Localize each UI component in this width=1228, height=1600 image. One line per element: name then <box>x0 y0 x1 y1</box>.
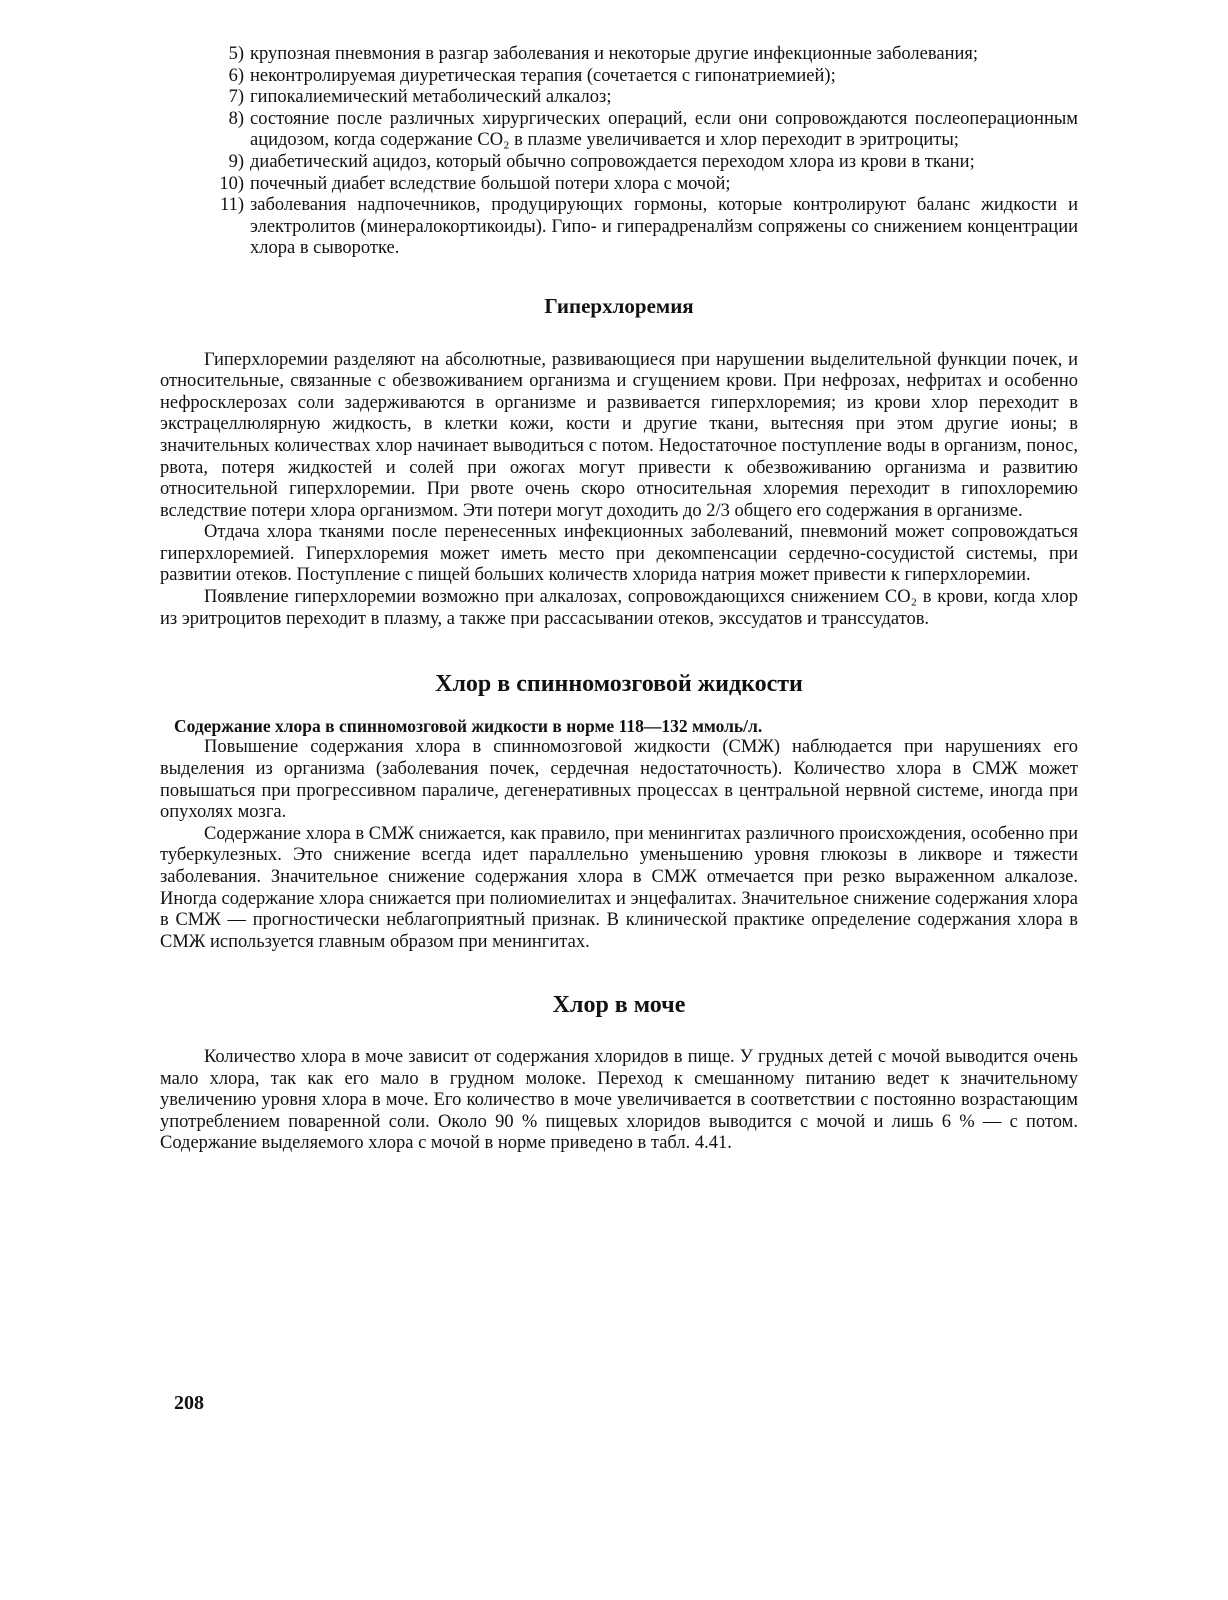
list-item-number: 10) <box>219 173 244 194</box>
paragraph: Гиперхлоремии разделяют на абсолютные, развивающиеся при нарушении выделительной функции почек, и относительные, связанные с обезвоживанием организма и сгущением крови. При нефрозах, нефритах и особенно нефросклерозах соли задерживаются в организме и развивается гиперхлоремия; из крови хлор переходит в экстрацеллюлярную жидкость, в клетки кожи, кости и другие ткани, вытесняя при этом другие ионы; в значительных количествах хлор начинает выводиться с потом. Недостаточное поступление воды в организм, понос, рвота, потеря жидкостей и солей при ожогах могут привести к обезвоживанию организма и развитию относительной гиперхлоремии. При рвоте очень скоро относительная хлоремия переходит в гипохлоремию вследствие потери хлора организмом. Эти потери могут доходить до 2/3 общего его содержания в организме. <box>160 349 1078 521</box>
list-item-number: 5) <box>228 44 244 64</box>
page-content <box>160 44 1078 1155</box>
paragraph: Отдача хлора тканями после перенесенных инфекционных заболеваний, пневмоний может сопровождаться гиперхлоремией. Гиперхлоремия может иметь место при декомпенсации сердечно-сосудистой системы, при развитии отеков. Поступление с пищей больших количеств хлорида натрия может привести к гиперхлоремии. <box>160 522 1078 586</box>
page-number: 208 <box>174 1392 204 1414</box>
list-item-text: состояние после различных хирургических операций, если они сопровождаются послеоперационным ацидозом, когда содержание CO₂ в плазме увеличивается и хлор переходит в эритроциты; <box>250 108 1078 151</box>
paragraph: Появление гиперхлоремии возможно при алкалозах, сопровождающихся снижением CO₂ в крови, когда хлор из эритроцитов переходит в плазму, а также при рассасывании отеков, экссудатов и транссудатов. <box>160 587 1078 629</box>
paragraph: Повышение содержания хлора в спинномозговой жидкости (СМЖ) наблюдается при нарушениях его выделения из организма (заболевания почек, сердечная недостаточность). Количество хлора в СМЖ может повышаться при прогрессивном параличе, дегенеративных процессах в центральной нервной системе, иногда при опухолях мозга. <box>160 737 1078 823</box>
paragraph: Количество хлора в моче зависит от содержания хлоридов в пище. У грудных детей с мочой выводится очень мало хлора, так как его мало в грудном молоке. Переход к смешанному питанию ведет к значительному увеличению уровня хлора в моче. Его количество в моче увеличивается в соответствии с постоянно возрастающим употреблением поваренной соли. Около 90 % пищевых хлоридов выводится с мочой и лишь 6 % — с потом. Содержание выделяемого хлора с мочой в норме приведено в табл. 4.41. <box>160 1046 1078 1154</box>
lead-normal-range: Содержание хлора в спинномозговой жидкости в норме 118—132 ммоль/л. <box>174 715 763 736</box>
list-item-number: 11) <box>220 195 244 216</box>
section-title-hyperchloremia: Гиперхлоремия <box>544 293 694 318</box>
list-item-text: диабетический ацидоз, который обычно сопровождается переходом хлора из крови в ткани; <box>250 151 975 172</box>
list-item-text: крупозная пневмония в разгар заболевания и некоторые другие инфекционные заболевания; <box>250 44 979 64</box>
list-item <box>160 152 1078 174</box>
list-item-number: 9) <box>228 151 244 172</box>
list-item <box>160 195 1078 260</box>
paragraph: Содержание хлора в СМЖ снижается, как правило, при менингитах различного происхождения, особенно при туберкулезных. Это снижение всегда идет параллельно уменьшению уровня глюкозы в ликворе и тяжести заболевания. Значительное снижение содержания хлора в СМЖ отмечается при резко выраженном алкалозе. Иногда содержание хлора снижается при полиомиелитах и энцефалитах. Значительное снижение содержания хлора в СМЖ — прогностически неблагоприятный признак. В клинической практике определение содержания хлора в СМЖ используется главным образом при менингитах. <box>160 823 1078 952</box>
section-title-urine: Хлор в моче <box>552 992 686 1019</box>
list-item-number: 7) <box>228 87 244 108</box>
list-item-number: 8) <box>228 108 244 129</box>
list-item <box>160 109 1078 152</box>
list-item-text: гипокалиемический метаболический алкалоз; <box>250 87 612 108</box>
list-item-text: почечный диабет вследствие большой потери хлора с мочой; <box>250 173 731 194</box>
list-item-number: 6) <box>228 65 244 86</box>
numbered-list <box>160 44 1078 260</box>
list-item-text: неконтролируемая диуретическая терапия (сочетается с гипонатриемией); <box>250 65 836 86</box>
list-item <box>160 66 1078 88</box>
section-title-csf: Хлор в спинномозговой жидкости <box>435 671 803 698</box>
list-item <box>160 44 1078 66</box>
list-item-text: заболевания надпочечников, продуцирующих гормоны, которые контролируют баланс жидкости и электролитов (минералокортикоиды). Гипо- и гиперадреналйзм сопряжены со снижением концентрации хлора в сыворотке. <box>250 195 1078 259</box>
list-item <box>160 174 1078 196</box>
list-item <box>160 87 1078 109</box>
